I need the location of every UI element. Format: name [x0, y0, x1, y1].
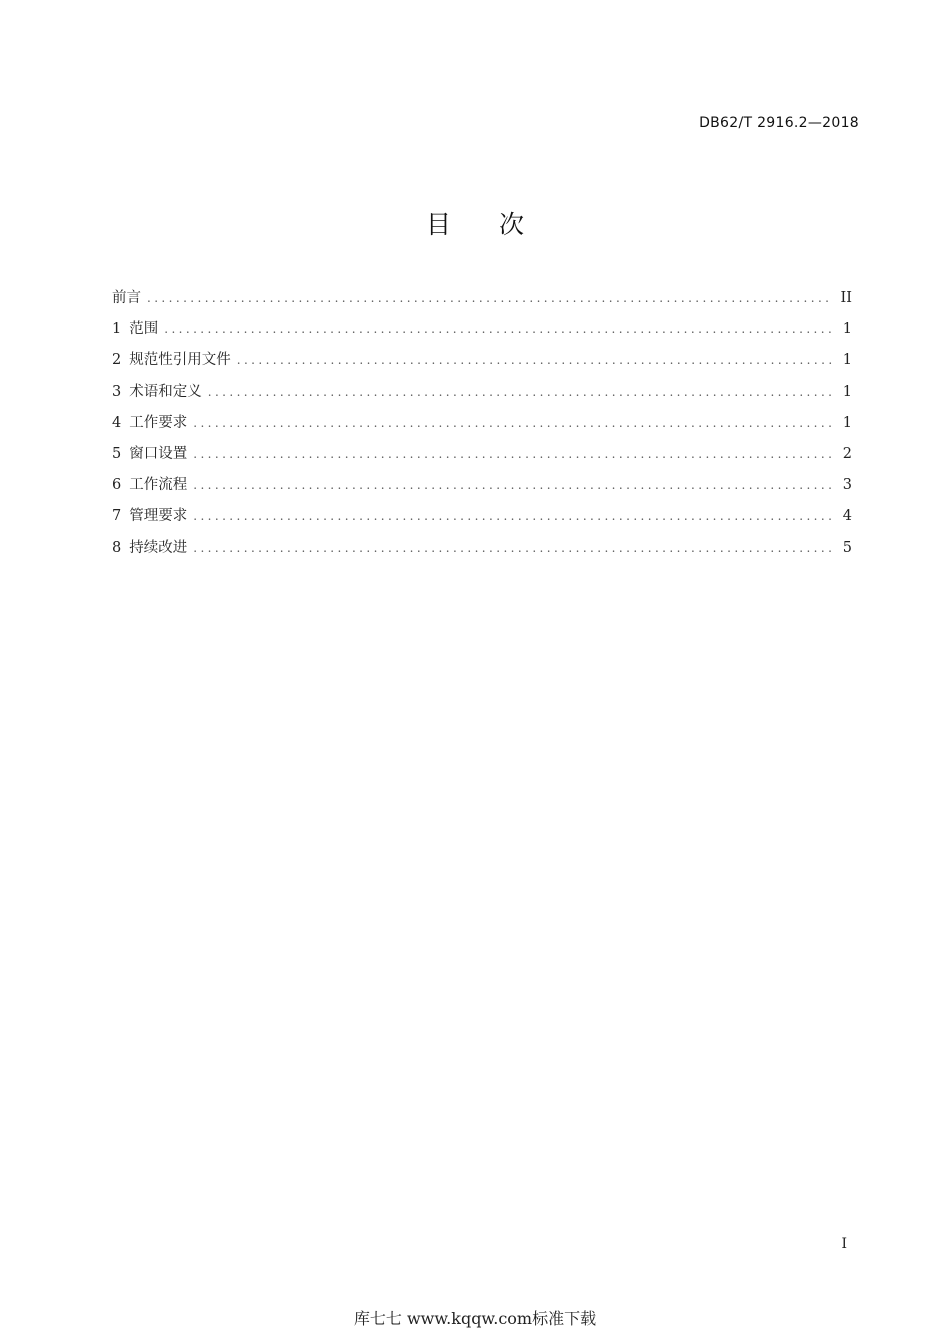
- toc-entry-page: 4: [842, 508, 852, 525]
- toc-leader-dots: [208, 385, 832, 399]
- toc-leader-dots: [193, 447, 832, 461]
- toc-entry-number: 2: [112, 352, 122, 369]
- watermark-text: 库七七 www.kqqw.com标准下载: [353, 1309, 597, 1328]
- toc-entry-foreword[interactable]: [112, 286, 852, 317]
- toc-entry-continuous-improvement[interactable]: [112, 536, 852, 567]
- title-char-2: 次: [499, 210, 525, 239]
- table-of-contents: [112, 286, 852, 567]
- toc-entry-work-requirements[interactable]: [112, 411, 852, 442]
- toc-entry-label: 窗口设置: [129, 445, 188, 462]
- toc-leader-dots: [193, 416, 832, 430]
- toc-entry-number: 8: [112, 539, 122, 556]
- toc-entry-number: 1: [112, 321, 122, 338]
- toc-entry-label: 持续改进: [129, 539, 188, 556]
- toc-entry-terms-definitions[interactable]: [112, 380, 852, 411]
- toc-entry-page: II: [840, 290, 852, 306]
- toc-entry-label: 工作流程: [129, 477, 188, 494]
- toc-entry-number: 6: [112, 477, 122, 494]
- toc-leader-dots: [147, 291, 832, 305]
- toc-entry-page: 2: [842, 445, 852, 462]
- toc-leader-dots: [237, 353, 832, 367]
- document-code: DB62/T 2916.2—2018: [699, 115, 859, 131]
- toc-entry-label: 管理要求: [129, 508, 188, 525]
- toc-entry-management-requirements[interactable]: [112, 504, 852, 535]
- toc-entry-number: 4: [112, 414, 122, 431]
- toc-entry-page: 1: [842, 414, 852, 431]
- title-char-1: 目: [425, 210, 451, 239]
- toc-leader-dots: [193, 478, 832, 492]
- toc-entry-page: 5: [842, 539, 852, 556]
- toc-entry-scope[interactable]: [112, 317, 852, 348]
- toc-entry-page: 3: [842, 477, 852, 494]
- toc-entry-number: 3: [112, 383, 122, 400]
- toc-entry-page: 1: [842, 321, 852, 338]
- toc-leader-dots: [193, 541, 832, 555]
- page-number: I: [841, 1236, 847, 1252]
- toc-entry-number: 5: [112, 445, 122, 462]
- toc-entry-label: 范围: [129, 321, 159, 338]
- toc-leader-dots: [164, 322, 832, 336]
- toc-entry-normative-references[interactable]: [112, 348, 852, 379]
- toc-entry-page: 1: [842, 383, 852, 400]
- toc-entry-number: 7: [112, 508, 122, 525]
- toc-entry-label: 术语和定义: [129, 383, 202, 400]
- toc-entry-label: 工作要求: [129, 414, 188, 431]
- page-title: [0, 205, 950, 241]
- toc-entry-label: 规范性引用文件: [129, 352, 231, 369]
- toc-entry-workflow[interactable]: [112, 473, 852, 504]
- toc-entry-page: 1: [842, 352, 852, 369]
- toc-entry-label: 前言: [112, 290, 141, 306]
- toc-entry-window-setup[interactable]: [112, 442, 852, 473]
- toc-leader-dots: [193, 509, 832, 523]
